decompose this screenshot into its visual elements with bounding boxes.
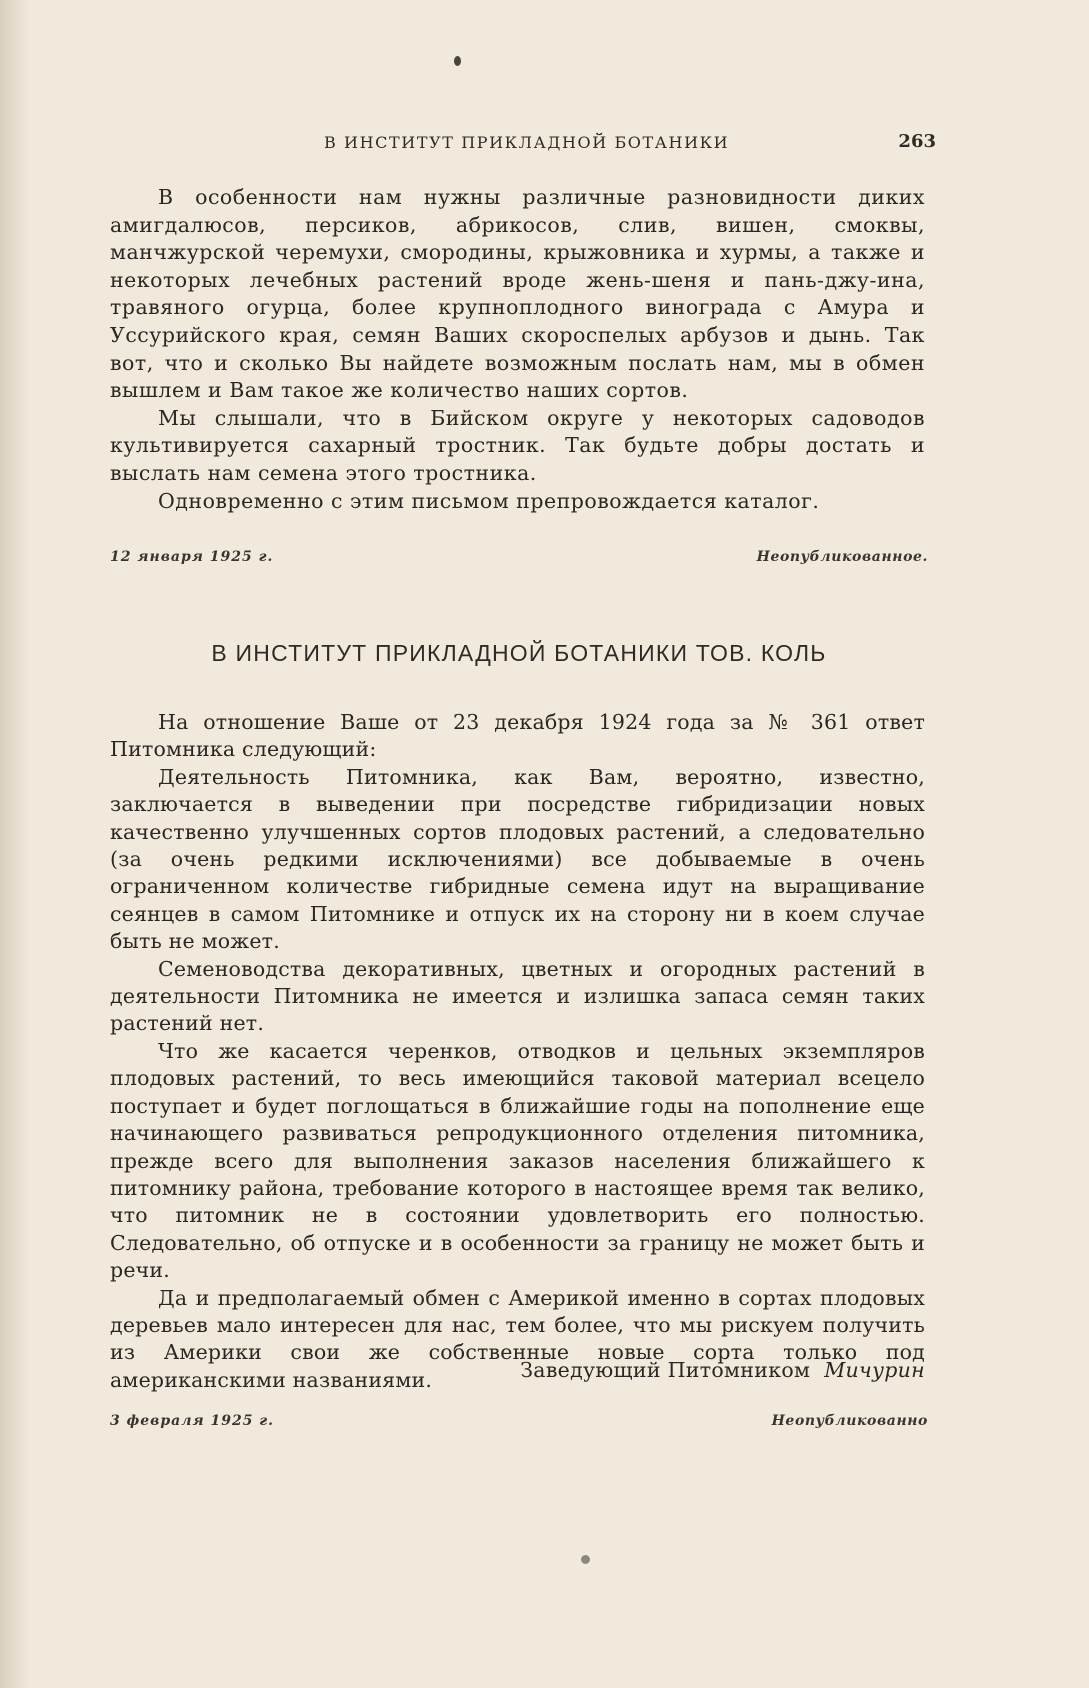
page-number: 263 — [898, 131, 936, 152]
signature-role: Заведующий Питомником — [520, 1358, 811, 1382]
page-edge-shadow — [0, 0, 30, 1688]
letter2-title: В ИНСТИТУТ ПРИКЛАДНОЙ БОТАНИКИ ТОВ. КОЛЬ — [211, 640, 827, 666]
letter2-paragraph: Семеноводства декоративных, цветных и огородных растений в деятельности Питомника не имеется и излишка запаса семян таких растений нет. — [110, 956, 925, 1036]
letter1-footer — [110, 549, 928, 571]
running-header — [110, 133, 936, 157]
letter2-date: 3 февраля 1925 г. — [110, 1413, 275, 1429]
letter2-paragraph: Деятельность Питомника, как Вам, вероятно, известно, заключается в выведении при посредстве гибридизации новых качественно улучшенных сортов плодовых растений, а следовательно (за очень редкими исключениями) все добываемые в очень ограниченном количестве гибридные семена идут на выращивание сеянцев в самом Питомнике и отпуск их на сторону ни в коем случае быть не может. — [110, 764, 925, 954]
letter2-footer — [110, 1413, 928, 1435]
letter2-status: Неопубликованно — [771, 1413, 928, 1429]
letter1-body — [110, 184, 925, 515]
ink-spot — [454, 56, 461, 66]
signature-line — [110, 1358, 925, 1382]
letter1-date: 12 января 1925 г. — [110, 549, 274, 565]
letter1-paragraph: Одновременно с этим письмом препровождается каталог. — [158, 488, 820, 513]
signature-name: Мичурин — [824, 1358, 925, 1382]
letter1-paragraph: Мы слышали, что в Бийском округе у некоторых садоводов культивируется сахарный тростник. Так будьте добры достать и выслать нам семена этого тростника. — [110, 405, 925, 485]
letter2-paragraph: На отношение Ваше от 23 декабря 1924 года за № 361 ответ Питомника следующий: — [110, 710, 925, 762]
ink-spot — [581, 1555, 590, 1564]
running-title: В ИНСТИТУТ ПРИКЛАДНОЙ БОТАНИКИ — [324, 133, 730, 152]
letter2-paragraph: Что же касается черенков, отводков и цельных экземпляров плодовых растений, то весь имеющийся таковой материал всецело поступает и будет поглощаться в ближайшие годы на пополнение еще начинающего развиваться репродукционного отделения питомника, прежде всего для выполнения заказов населения ближайшего к питомнику района, требование которого в настоящее время так велико, что питомник не в состоянии удовлетворить его полностью. Следовательно, об отпуске и в особенности за границу не может быть и речи. — [110, 1038, 925, 1283]
letter1-paragraph: В особенности нам нужны различные разновидности диких амигдалюсов, персиков, абрикосов, слив, вишен, смоквы, манчжурской черемухи, смородины, крыжовника и хурмы, а также и некоторых лечебных растений вроде жень-шеня и пань-джу-ина, травяного огурца, более крупноплодного винограда с Амура и Уссурийского края, семян Ваших скороспелых арбузов и дынь. Так вот, что и сколько Вы найдете возможным послать нам, мы в обмен вышлем и Вам такое же количество наших сортов. — [110, 185, 925, 403]
letter2-paragraph: Да и предполагаемый обмен с Америкой именно в сортах плодовых деревьев мало интересен для нас, тем более, что мы рискуем получить из Америки свои же собственные новые сорта только под американскими названиями. — [110, 1285, 925, 1392]
letter2-body — [110, 709, 925, 1394]
letter1-status: Неопубликованное. — [756, 549, 928, 565]
